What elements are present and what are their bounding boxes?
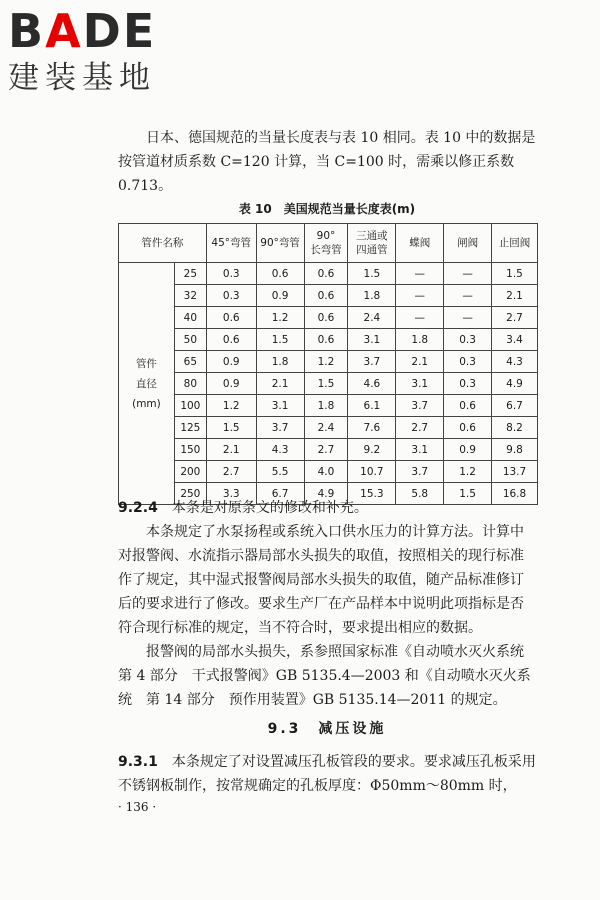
value-cell: 0.6 <box>304 329 348 351</box>
diameter-cell: 250 <box>174 483 206 505</box>
table-row <box>119 329 538 351</box>
value-cell: 1.5 <box>304 373 348 395</box>
value-cell: 2.7 <box>304 439 348 461</box>
value-cell: 2.4 <box>304 417 348 439</box>
value-cell: 2.7 <box>206 461 256 483</box>
value-cell: 1.8 <box>256 351 304 373</box>
value-cell: 5.8 <box>396 483 444 505</box>
value-cell: 3.7 <box>348 351 396 373</box>
value-cell: 3.3 <box>206 483 256 505</box>
value-cell: 3.4 <box>492 329 538 351</box>
value-cell: 2.4 <box>348 307 396 329</box>
value-cell: 3.1 <box>256 395 304 417</box>
table-row <box>119 263 538 285</box>
value-cell: 1.5 <box>206 417 256 439</box>
value-cell: 5.5 <box>256 461 304 483</box>
value-cell: 2.7 <box>492 307 538 329</box>
intro-paragraph: 日本、德国规范的当量长度表与表 10 相同。表 10 中的数据是按管道材质系数 C=120 计算，当 C=100 时，需乘以修正系数 0.713。 <box>118 130 536 194</box>
table-row <box>119 285 538 307</box>
diameter-cell: 32 <box>174 285 206 307</box>
diameter-cell: 200 <box>174 461 206 483</box>
value-cell: — <box>396 307 444 329</box>
table-row <box>119 417 538 439</box>
bade-logo <box>8 4 178 98</box>
value-cell: 10.7 <box>348 461 396 483</box>
table-row <box>119 439 538 461</box>
section-9-2-4-text: 本条是对原条文的修改和补充。 <box>171 500 368 516</box>
value-cell: 16.8 <box>492 483 538 505</box>
value-cell: 13.7 <box>492 461 538 483</box>
value-cell: 8.2 <box>492 417 538 439</box>
value-cell: 2.1 <box>256 373 304 395</box>
value-cell: 3.1 <box>348 329 396 351</box>
diameter-cell: 100 <box>174 395 206 417</box>
value-cell: 3.7 <box>396 395 444 417</box>
value-cell: 4.3 <box>256 439 304 461</box>
diameter-cell: 80 <box>174 373 206 395</box>
diameter-cell: 40 <box>174 307 206 329</box>
value-cell: 6.1 <box>348 395 396 417</box>
value-cell: 4.6 <box>348 373 396 395</box>
value-cell: 0.6 <box>206 307 256 329</box>
value-cell: 0.9 <box>206 351 256 373</box>
table-row <box>119 351 538 373</box>
value-cell: 4.9 <box>492 373 538 395</box>
value-cell: 4.0 <box>304 461 348 483</box>
diameter-cell: 25 <box>174 263 206 285</box>
value-cell: 0.6 <box>256 263 304 285</box>
value-cell: 0.6 <box>304 285 348 307</box>
table-title: 表 10 美国规范当量长度表(m) <box>238 202 416 216</box>
value-cell: 6.7 <box>492 395 538 417</box>
logo-subtitle: 建装基地 <box>8 60 156 96</box>
header-fitting-name: 管件名称 <box>119 224 207 263</box>
value-cell: 1.8 <box>396 329 444 351</box>
value-cell: 1.5 <box>348 263 396 285</box>
value-cell: 0.9 <box>444 439 492 461</box>
value-cell: 1.2 <box>304 351 348 373</box>
value-cell: 1.5 <box>492 263 538 285</box>
value-cell: 3.7 <box>256 417 304 439</box>
page-number: · 136 · <box>118 800 157 814</box>
table-row <box>119 373 538 395</box>
value-cell: 0.9 <box>256 285 304 307</box>
value-cell: 6.7 <box>256 483 304 505</box>
value-cell: 0.3 <box>444 329 492 351</box>
value-cell: 2.7 <box>396 417 444 439</box>
diameter-group-label: 管件 直径 (mm) <box>119 263 175 505</box>
header-check-valve: 止回阀 <box>492 224 538 263</box>
table-row <box>119 395 538 417</box>
header-45-elbow: 45°弯管 <box>206 224 256 263</box>
section-heading-9-3: 9.3 减压设施 <box>267 721 387 737</box>
value-cell: 0.6 <box>206 329 256 351</box>
value-cell: 1.8 <box>348 285 396 307</box>
value-cell: 0.3 <box>444 351 492 373</box>
header-tee-cross: 三通或 四通管 <box>348 224 396 263</box>
value-cell: 0.3 <box>444 373 492 395</box>
value-cell: 1.2 <box>256 307 304 329</box>
value-cell: 2.1 <box>206 439 256 461</box>
value-cell: 4.9 <box>304 483 348 505</box>
value-cell: 2.1 <box>492 285 538 307</box>
value-cell: 0.6 <box>304 263 348 285</box>
value-cell: 1.2 <box>444 461 492 483</box>
section-9-2-4-paragraph-3: 报警阀的局部水头损失，系参照国家标准《自动喷水灭火系统 第 4 部分 干式报警阀》GB 5135.4—2003 和《自动喷水灭火系统 第 14 部分 预作用装置》GB 5135.14—2011 的规定。 <box>118 644 531 708</box>
section-9-3-1-text: 本条规定了对设置减压孔板管段的要求。要求减压孔板采用不锈钢板制作，按常规确定的孔板厚度：Φ50mm～80mm 时， <box>118 754 536 794</box>
section-9-2-4-first-line <box>118 496 536 520</box>
value-cell: 7.6 <box>348 417 396 439</box>
value-cell: 0.6 <box>444 395 492 417</box>
value-cell: 1.8 <box>304 395 348 417</box>
value-cell: 3.1 <box>396 439 444 461</box>
value-cell: 0.6 <box>304 307 348 329</box>
value-cell: 0.3 <box>206 285 256 307</box>
logo-wordmark: BADE <box>8 4 157 58</box>
diameter-cell: 65 <box>174 351 206 373</box>
value-cell: — <box>396 285 444 307</box>
section-number: 9.2.4 <box>118 500 158 516</box>
diameter-cell: 50 <box>174 329 206 351</box>
value-cell: 4.3 <box>492 351 538 373</box>
section-number: 9.3.1 <box>118 754 158 770</box>
header-butterfly-valve: 蝶阀 <box>396 224 444 263</box>
value-cell: 1.2 <box>206 395 256 417</box>
section-9-3-1 <box>118 750 536 798</box>
value-cell: — <box>444 307 492 329</box>
value-cell: — <box>444 285 492 307</box>
value-cell: 15.3 <box>348 483 396 505</box>
equivalent-length-table <box>118 223 538 505</box>
value-cell: 3.1 <box>396 373 444 395</box>
header-90-elbow: 90°弯管 <box>256 224 304 263</box>
value-cell: 1.5 <box>256 329 304 351</box>
table-header-row <box>119 224 538 263</box>
section-9-2-4-paragraph-2: 本条规定了水泵扬程或系统入口供水压力的计算方法。计算中对报警阀、水流指示器局部水头损失的取值，按照相关的现行标准作了规定，其中湿式报警阀局部水头损失的取值，随产品标准修订后的要求进行了修改。要求生产厂在产品样本中说明此项指标是否符合现行标准的规定，当不符合时，要求提出相应的数据。 <box>118 524 524 636</box>
table-row <box>119 307 538 329</box>
value-cell: 2.1 <box>396 351 444 373</box>
value-cell: 0.9 <box>206 373 256 395</box>
table-row <box>119 461 538 483</box>
diameter-cell: 150 <box>174 439 206 461</box>
value-cell: 9.8 <box>492 439 538 461</box>
value-cell: 3.7 <box>396 461 444 483</box>
header-gate-valve: 闸阀 <box>444 224 492 263</box>
diameter-cell: 125 <box>174 417 206 439</box>
value-cell: 0.6 <box>444 417 492 439</box>
value-cell: — <box>396 263 444 285</box>
value-cell: — <box>444 263 492 285</box>
header-90-long-elbow: 90° 长弯管 <box>304 224 348 263</box>
value-cell: 1.5 <box>444 483 492 505</box>
value-cell: 9.2 <box>348 439 396 461</box>
value-cell: 0.3 <box>206 263 256 285</box>
